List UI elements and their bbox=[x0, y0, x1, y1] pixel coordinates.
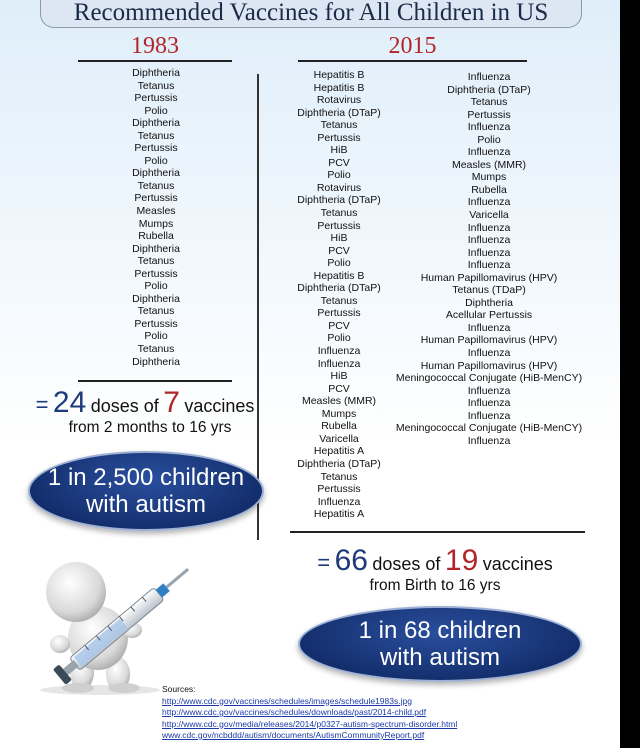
doses-summary-2015 bbox=[290, 544, 580, 578]
vaccine-count: 7 bbox=[163, 386, 180, 419]
vaccine-2015-item: PCV bbox=[328, 244, 350, 257]
vaccine-1983-item: Tetanus bbox=[137, 129, 175, 142]
vaccine-2015-item: Influenza bbox=[317, 357, 361, 370]
autism-rate-line2: with autism bbox=[379, 644, 501, 671]
vaccine-2015-item: Influenza bbox=[467, 71, 511, 83]
year-1983-underline bbox=[78, 60, 232, 62]
autism-rate-2015-badge bbox=[298, 606, 582, 682]
vaccine-2015-item: Pertussis bbox=[317, 219, 361, 232]
source-link[interactable]: http://www.cdc.gov/media/releases/2014/p0327-autism-spectrum-disorder.html bbox=[162, 718, 458, 729]
vaccine-2015-item: Diphtheria (DTaP) bbox=[447, 83, 531, 96]
vaccine-2015-item: Pertussis bbox=[317, 307, 361, 320]
vaccine-2015-item: HiB bbox=[330, 232, 348, 245]
vaccine-2015-item: PCV bbox=[328, 319, 350, 332]
vaccine-2015-item: Hepatitis A bbox=[313, 508, 365, 521]
vaccine-1983-item: Tetanus bbox=[137, 255, 175, 268]
separator-1983 bbox=[78, 380, 232, 382]
autism-rate-1983-badge bbox=[28, 451, 264, 531]
sources-heading: Sources: bbox=[162, 684, 196, 694]
vaccine-2015-item: Diphtheria (DTaP) bbox=[297, 106, 381, 119]
vaccine-list-2015-col2 bbox=[394, 71, 584, 447]
vaccine-2015-item: Influenza bbox=[467, 146, 511, 159]
vaccine-2015-item: Tetanus bbox=[320, 119, 358, 132]
vaccine-2015-item: Hepatitis B bbox=[313, 269, 365, 282]
vaccine-2015-item: Pertussis bbox=[467, 108, 511, 121]
vaccines-label: vaccines bbox=[482, 554, 553, 574]
vaccine-2015-item: Meningococcal Conjugate (HiB-MenCY) bbox=[395, 372, 583, 385]
vaccine-2015-item: Influenza bbox=[317, 345, 361, 358]
vaccine-1983-item: Diphtheria bbox=[132, 67, 180, 79]
vaccine-1983-item: Pertussis bbox=[134, 192, 178, 205]
vaccine-1983-item: Mumps bbox=[138, 217, 174, 230]
vaccine-2015-item: Diphtheria bbox=[465, 296, 513, 309]
vaccine-2015-item: Rubella bbox=[321, 420, 357, 433]
equals-sign: = bbox=[317, 550, 331, 575]
vaccines-label: vaccines bbox=[184, 396, 255, 416]
vaccine-2015-item: Diphtheria (DTaP) bbox=[297, 457, 381, 470]
vaccine-2015-item: PCV bbox=[328, 382, 350, 395]
vaccine-2015-item: Influenza bbox=[467, 347, 511, 360]
autism-rate-line1: 1 in 2,500 children bbox=[47, 464, 245, 491]
vaccine-2015-item: Human Papillomavirus (HPV) bbox=[420, 359, 558, 372]
vaccine-1983-item: Tetanus bbox=[137, 179, 175, 192]
vaccine-count: 19 bbox=[444, 544, 479, 577]
year-2015-underline bbox=[298, 60, 527, 62]
vaccine-2015-item: Tetanus bbox=[320, 207, 358, 220]
year-2015-heading: 2015 bbox=[388, 33, 437, 59]
separator-2015 bbox=[290, 531, 585, 533]
vaccine-2015-item: Acellular Pertussis bbox=[445, 309, 533, 322]
vaccine-2015-item: Pertussis bbox=[317, 131, 361, 144]
vaccine-1983-item: Diphtheria bbox=[132, 167, 180, 180]
vaccine-1983-item: Tetanus bbox=[137, 343, 175, 356]
vaccine-2015-item: Tetanus bbox=[470, 96, 508, 109]
vaccine-1983-item: Diphtheria bbox=[132, 242, 180, 255]
vaccine-2015-item: Polio bbox=[327, 169, 351, 182]
vaccine-2015-item: Influenza bbox=[467, 221, 511, 234]
vaccine-1983-item: Polio bbox=[144, 330, 168, 343]
vaccine-1983-item: Tetanus bbox=[137, 305, 175, 318]
vaccine-1983-item: Pertussis bbox=[134, 142, 178, 155]
vaccine-1983-item: Rubella bbox=[138, 230, 174, 243]
vaccine-2015-item: Influenza bbox=[467, 434, 511, 447]
sources-block bbox=[162, 684, 457, 742]
source-link[interactable]: http://www.cdc.gov/vaccines/schedules/images/schedule1983s.jpg bbox=[162, 695, 412, 706]
vaccine-2015-item: Human Papillomavirus (HPV) bbox=[420, 334, 558, 347]
autism-rate-line2: with autism bbox=[85, 491, 207, 518]
vaccine-1983-item: Pertussis bbox=[134, 92, 178, 105]
vaccine-2015-item: Diphtheria (DTaP) bbox=[297, 194, 381, 207]
vaccine-1983-item: Diphtheria bbox=[132, 117, 180, 130]
vaccine-1983-item: Tetanus bbox=[137, 79, 175, 92]
vaccine-2015-item: Varicella bbox=[469, 209, 509, 222]
vaccine-2015-item: Tetanus (TDaP) bbox=[452, 284, 526, 297]
vaccine-list-2015-col1 bbox=[278, 69, 400, 521]
vaccine-1983-item: Polio bbox=[144, 104, 168, 117]
vaccine-2015-item: Measles (MMR) bbox=[451, 158, 527, 171]
doses-label: doses of bbox=[90, 396, 159, 416]
vaccine-2015-item: Rotavirus bbox=[316, 94, 362, 107]
doses-label: doses of bbox=[372, 554, 441, 574]
vaccine-2015-item: Polio bbox=[327, 257, 351, 270]
figure-with-syringe-illustration bbox=[20, 540, 210, 695]
vaccine-1983-item: Measles bbox=[136, 205, 176, 218]
vaccine-2015-item: Influenza bbox=[467, 384, 511, 397]
vaccine-1983-item: Diphtheria bbox=[132, 292, 180, 305]
vaccine-1983-item: Pertussis bbox=[134, 267, 178, 280]
doses-summary-1983 bbox=[10, 386, 280, 420]
vaccine-2015-item: Influenza bbox=[467, 397, 511, 410]
vaccine-2015-item: Influenza bbox=[467, 259, 511, 272]
dose-count: 66 bbox=[334, 544, 368, 577]
source-link[interactable]: http://www.cdc.gov/vaccines/schedules/downloads/past/2014-child.pdf bbox=[162, 707, 427, 717]
autism-rate-line1: 1 in 68 children bbox=[358, 617, 522, 644]
equals-sign: = bbox=[35, 392, 49, 417]
vaccine-2015-item: Influenza bbox=[467, 321, 511, 334]
vaccine-1983-item: Diphtheria bbox=[132, 355, 180, 368]
vaccine-2015-item: Pertussis bbox=[317, 483, 361, 496]
right-edge-bar bbox=[620, 0, 640, 748]
vaccine-2015-item: Diphtheria (DTaP) bbox=[297, 282, 381, 295]
vaccine-1983-item: Polio bbox=[144, 280, 168, 293]
vaccine-2015-item: Polio bbox=[327, 332, 351, 345]
age-range-2015: from Birth to 16 yrs bbox=[369, 577, 501, 594]
vaccine-1983-item: Pertussis bbox=[134, 317, 178, 330]
vaccine-2015-item: Influenza bbox=[467, 234, 511, 247]
vaccine-2015-item: Hepatitis B bbox=[313, 69, 365, 81]
vaccine-2015-item: Mumps bbox=[321, 407, 357, 420]
vaccine-2015-item: Human Papillomavirus (HPV) bbox=[420, 271, 558, 284]
vaccine-2015-item: Tetanus bbox=[320, 294, 358, 307]
vaccine-2015-item: Rotavirus bbox=[316, 181, 362, 194]
vaccine-2015-item: Influenza bbox=[467, 246, 511, 259]
vaccine-2015-item: Hepatitis A bbox=[313, 445, 365, 458]
age-range-1983: from 2 months to 16 yrs bbox=[68, 419, 232, 436]
vaccine-2015-item: Influenza bbox=[467, 121, 511, 134]
year-1983-heading: 1983 bbox=[131, 33, 179, 59]
vaccine-2015-item: Influenza bbox=[467, 409, 511, 422]
source-link[interactable]: www.cdc.gov/ncbddd/autism/documents/AutismCommunityReport.pdf bbox=[162, 730, 425, 740]
dose-count: 24 bbox=[52, 386, 87, 419]
vaccine-2015-item: Meningococcal Conjugate (HiB-MenCY) bbox=[395, 422, 583, 435]
vaccine-2015-item: HiB bbox=[330, 370, 348, 383]
page-title: Recommended Vaccines for All Children in US bbox=[40, 0, 582, 28]
vaccine-2015-item: Tetanus bbox=[320, 470, 358, 483]
vaccine-2015-item: Rubella bbox=[471, 183, 507, 196]
vaccine-2015-item: Varicella bbox=[319, 432, 359, 445]
vaccine-1983-item: Polio bbox=[144, 154, 168, 167]
vaccine-2015-item: Measles (MMR) bbox=[301, 395, 377, 408]
vaccine-2015-item: PCV bbox=[328, 156, 350, 169]
vaccine-2015-item: HiB bbox=[330, 144, 348, 157]
vaccine-2015-item: Influenza bbox=[467, 196, 511, 209]
vaccine-2015-item: Polio bbox=[477, 133, 501, 146]
vaccine-2015-item: Hepatitis B bbox=[313, 81, 365, 94]
vaccine-2015-item: Influenza bbox=[317, 495, 361, 508]
vaccine-list-1983 bbox=[96, 67, 216, 368]
vaccine-2015-item: Mumps bbox=[471, 171, 507, 184]
